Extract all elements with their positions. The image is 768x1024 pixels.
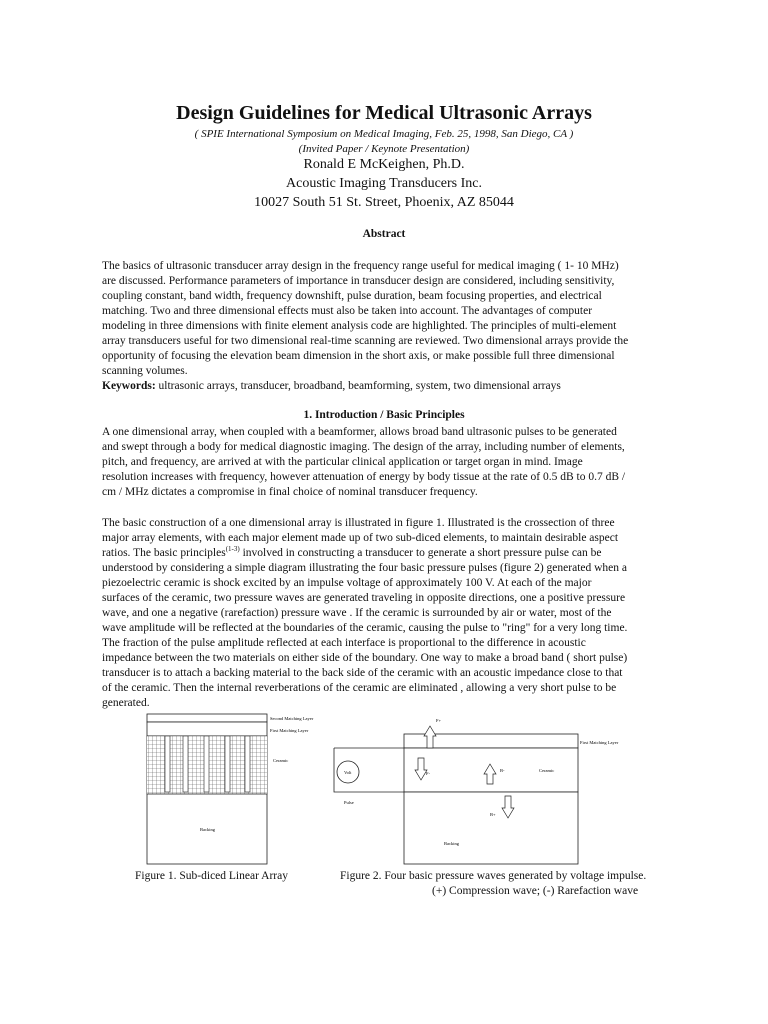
figure-1-diagram	[140, 712, 345, 867]
body-line-with-ref	[102, 546, 682, 561]
paper-type-line: (Invited Paper / Keynote Presentation)	[298, 143, 470, 155]
abstract-body	[102, 259, 682, 394]
keywords-text: ultrasonic arrays, transducer, broadband, beamforming, system, two dimensional arrays	[155, 380, 561, 392]
abstract-line: scanning volumes.	[102, 365, 188, 377]
body-line: A one dimensional array, when coupled with a beamformer, allows broad band ultrasonic pulses to be generated	[102, 426, 617, 438]
figure-1-caption: Figure 1. Sub-diced Linear Array	[135, 870, 288, 882]
kerf	[245, 736, 250, 792]
backing-block	[404, 792, 578, 864]
body-line: piezoelectric ceramic is shock excited by an impulse voltage of approximately 100 V. At each of the major	[102, 577, 592, 589]
body-line: understood by considering a simple diagram illustrating the four basic pressure pulses (figure 2) generated when a	[102, 562, 628, 574]
first-matching-label: First Matching Layer	[580, 740, 619, 745]
volt-label: Volt	[344, 770, 352, 775]
body-line: cm / MHz dictates a compromise in final choice of nominal transducer frequency.	[102, 486, 478, 498]
ceramic-label: Ceramic	[273, 758, 289, 763]
keywords-line	[102, 379, 682, 394]
body-line: generated.	[102, 697, 150, 709]
kerf	[165, 736, 170, 792]
body-line: wave, and one a negative (rarefaction) pressure wave . If the ceramic is surrounded by air or water, most of the	[102, 607, 612, 619]
section-heading: 1. Introduction / Basic Principles	[303, 409, 465, 421]
b-minus-label: B-	[500, 768, 505, 773]
kerf	[225, 736, 230, 792]
kerf	[204, 736, 209, 792]
body-text: ratios. The basic principles	[102, 547, 226, 559]
intro-paragraph-2	[102, 516, 682, 711]
first-matching-label: First Matching Layer	[270, 728, 309, 733]
figure-2-caption-line-2: (+) Compression wave; (-) Rarefaction wave	[432, 885, 639, 897]
citation-ref: (1-3)	[225, 545, 240, 554]
abstract-line: are discussed. Performance parameters of importance in transducer design are considered, including sensitivity,	[102, 275, 615, 287]
kerf	[183, 736, 188, 792]
abstract-line: The basics of ultrasonic transducer array design in the frequency range useful for medical imaging ( 1- 10 MHz)	[102, 260, 619, 272]
keywords-label: Keywords:	[102, 380, 156, 392]
f-plus-label: F+	[436, 718, 442, 723]
b-plus-label: B+	[490, 812, 496, 817]
paper-title: Design Guidelines for Medical Ultrasonic Arrays	[176, 102, 592, 124]
backing-label: Backing	[200, 827, 215, 832]
body-line: of the ceramic. Then the internal reverberations of the ceramic are eliminated , allowing a very short pulse to be	[102, 682, 617, 694]
ceramic-label: Ceramic	[539, 768, 555, 773]
body-line: and swept through a body for medical diagnostic imaging. The design of the array, including number of elements,	[102, 441, 625, 453]
figure-2-caption: Figure 2. Four basic pressure waves generated by voltage impulse.	[340, 870, 647, 882]
body-line: pitch, and frequency, are arrived at with the particular clinical application or target organ in mind. Image	[102, 456, 583, 468]
figure-2-diagram	[330, 712, 660, 867]
body-line: The basic construction of a one dimensional array is illustrated in figure 1. Illustrated is the crossection of three	[102, 517, 615, 529]
backing-label: Backing	[444, 841, 459, 846]
abstract-line: array transducers useful for two dimensional real-time scanning are reviewed. Two dimensional arrays provide the	[102, 335, 629, 347]
f-minus-label: F-	[426, 771, 431, 776]
abstract-line: coupling constant, band width, frequency downshift, pulse duration, beam focusing properties, and electrical	[102, 290, 602, 302]
body-line: The fraction of the pulse amplitude reflected at each interface is proportional to the difference in acoustic	[102, 637, 586, 649]
body-line: surfaces of the ceramic, two pressure waves are generated traveling in opposite directions, one a positive pressure	[102, 592, 626, 604]
abstract-line: matching. Two and three dimensional effects must also be taken into account. The advantages of computer	[102, 305, 593, 317]
body-line: transducer is to attach a backing material to the back side of the ceramic with an acoustic impedance close to that	[102, 667, 623, 679]
venue-line: ( SPIE International Symposium on Medical Imaging, Feb. 25, 1998, San Diego, CA )	[194, 128, 574, 140]
body-text: involved in constructing a transducer to generate a short pressure pulse can be	[239, 547, 602, 559]
second-matching-layer	[147, 714, 267, 722]
author-name: Ronald E McKeighen, Ph.D.	[303, 157, 465, 172]
body-line: resolution increases with frequency, however attenuation of energy by body tissue at the rate of 0.5 dB to 0.7 dB /	[102, 471, 626, 483]
body-line: major array elements, with each major element made up of two sub-diced elements, to maintain desirable aspect	[102, 532, 619, 544]
body-line: wave amplitude will be reflected at the boundaries of the ceramic, causing the pulse to "ring" for a very long time.	[102, 622, 628, 634]
abstract-line: modeling in three dimensions with finite element analysis code are highlighted. The principles of multi-element	[102, 320, 617, 332]
abstract-line: opportunity of focusing the elevation beam dimension in the short axis, or make possible full three dimensional	[102, 350, 615, 362]
abstract-heading: Abstract	[362, 228, 406, 240]
author-address: 10027 South 51 St. Street, Phoenix, AZ 85044	[254, 195, 514, 210]
body-line: impedance between the two materials on either side of the boundary. One way to make a broad band ( short pulse)	[102, 652, 628, 664]
first-matching-layer	[147, 722, 267, 736]
pulse-label: Pulse	[344, 800, 354, 805]
author-affiliation: Acoustic Imaging Transducers Inc.	[286, 176, 482, 191]
second-matching-label: Second Matching Layer	[270, 716, 314, 721]
intro-paragraph-1	[102, 425, 682, 500]
